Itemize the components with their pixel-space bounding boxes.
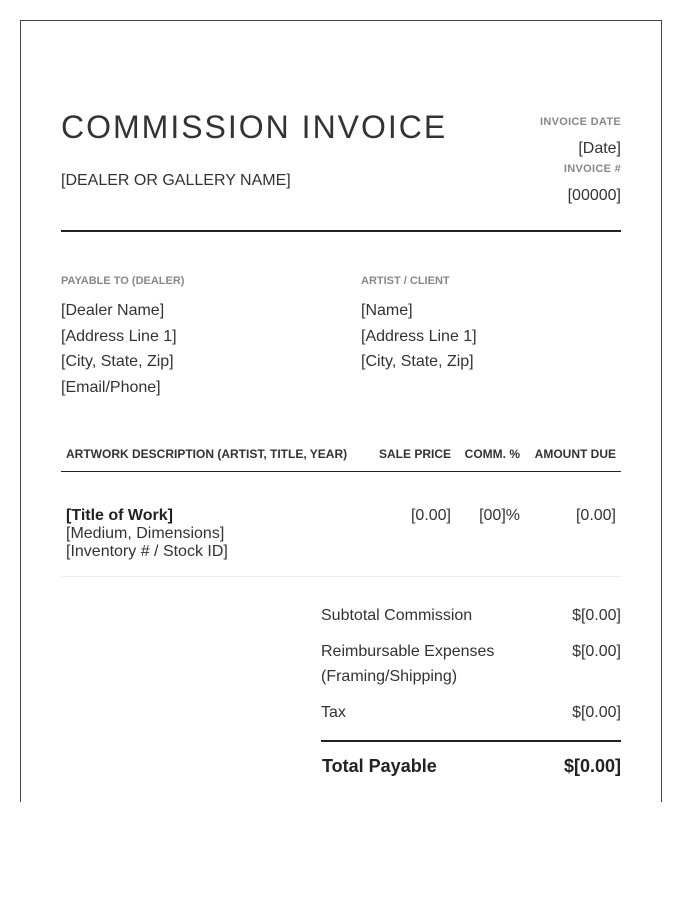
artwork-title: [Title of Work] <box>66 507 173 524</box>
invoice-number-label: INVOICE # <box>563 163 621 175</box>
invoice-title: COMMISSION INVOICE <box>61 109 448 145</box>
column-header-commission: COMM. % <box>464 447 520 461</box>
tax-label: Tax <box>321 704 346 721</box>
sale-price-cell: [0.00] <box>410 507 451 524</box>
tax-value: $[0.00] <box>572 704 621 721</box>
total-divider <box>321 740 621 742</box>
subtotal-label: Subtotal Commission <box>321 607 473 624</box>
dealer-contact-line: [Email/Phone] <box>61 378 161 396</box>
dealer-city-line: [City, State, Zip] <box>61 353 174 370</box>
client-city-line: [City, State, Zip] <box>361 353 474 370</box>
expenses-value: $[0.00] <box>572 643 621 660</box>
total-payable-value: $[0.00] <box>563 756 621 776</box>
table-row <box>61 486 621 577</box>
payable-to-label: PAYABLE TO (DEALER) <box>61 275 185 287</box>
invoice-date-value: [Date] <box>578 140 621 157</box>
artist-client-label: ARTIST / CLIENT <box>361 275 450 287</box>
dealer-gallery-name: [DEALER OR GALLERY NAME] <box>61 172 291 189</box>
commission-cell: [00]% <box>479 507 520 524</box>
invoice-number-value: [00000] <box>567 187 621 204</box>
dealer-name-line: [Dealer Name] <box>61 302 165 319</box>
table-header-divider <box>61 471 621 472</box>
subtotal-value: $[0.00] <box>572 607 621 624</box>
artwork-medium: [Medium, Dimensions] <box>66 525 225 542</box>
amount-due-cell: [0.00] <box>575 507 616 524</box>
column-header-amount-due: AMOUNT DUE <box>534 447 616 461</box>
expenses-label: Reimbursable Expenses <box>321 643 495 660</box>
column-header-description: ARTWORK DESCRIPTION (ARTIST, TITLE, YEAR) <box>66 447 348 461</box>
invoice-page <box>20 20 662 802</box>
dealer-address-line: [Address Line 1] <box>61 327 177 345</box>
header-divider <box>61 230 621 232</box>
payable-to-block <box>61 274 321 400</box>
total-payable-label: Total Payable <box>322 756 437 776</box>
client-name-line: [Name] <box>361 302 413 319</box>
client-address-line: [Address Line 1] <box>361 327 477 345</box>
column-header-sale-price: SALE PRICE <box>378 447 451 461</box>
expenses-label-detail: (Framing/Shipping) <box>321 668 458 685</box>
artist-client-block <box>361 274 621 375</box>
artwork-inventory-id: [Inventory # / Stock ID] <box>66 543 228 560</box>
invoice-date-label: INVOICE DATE <box>539 116 621 128</box>
